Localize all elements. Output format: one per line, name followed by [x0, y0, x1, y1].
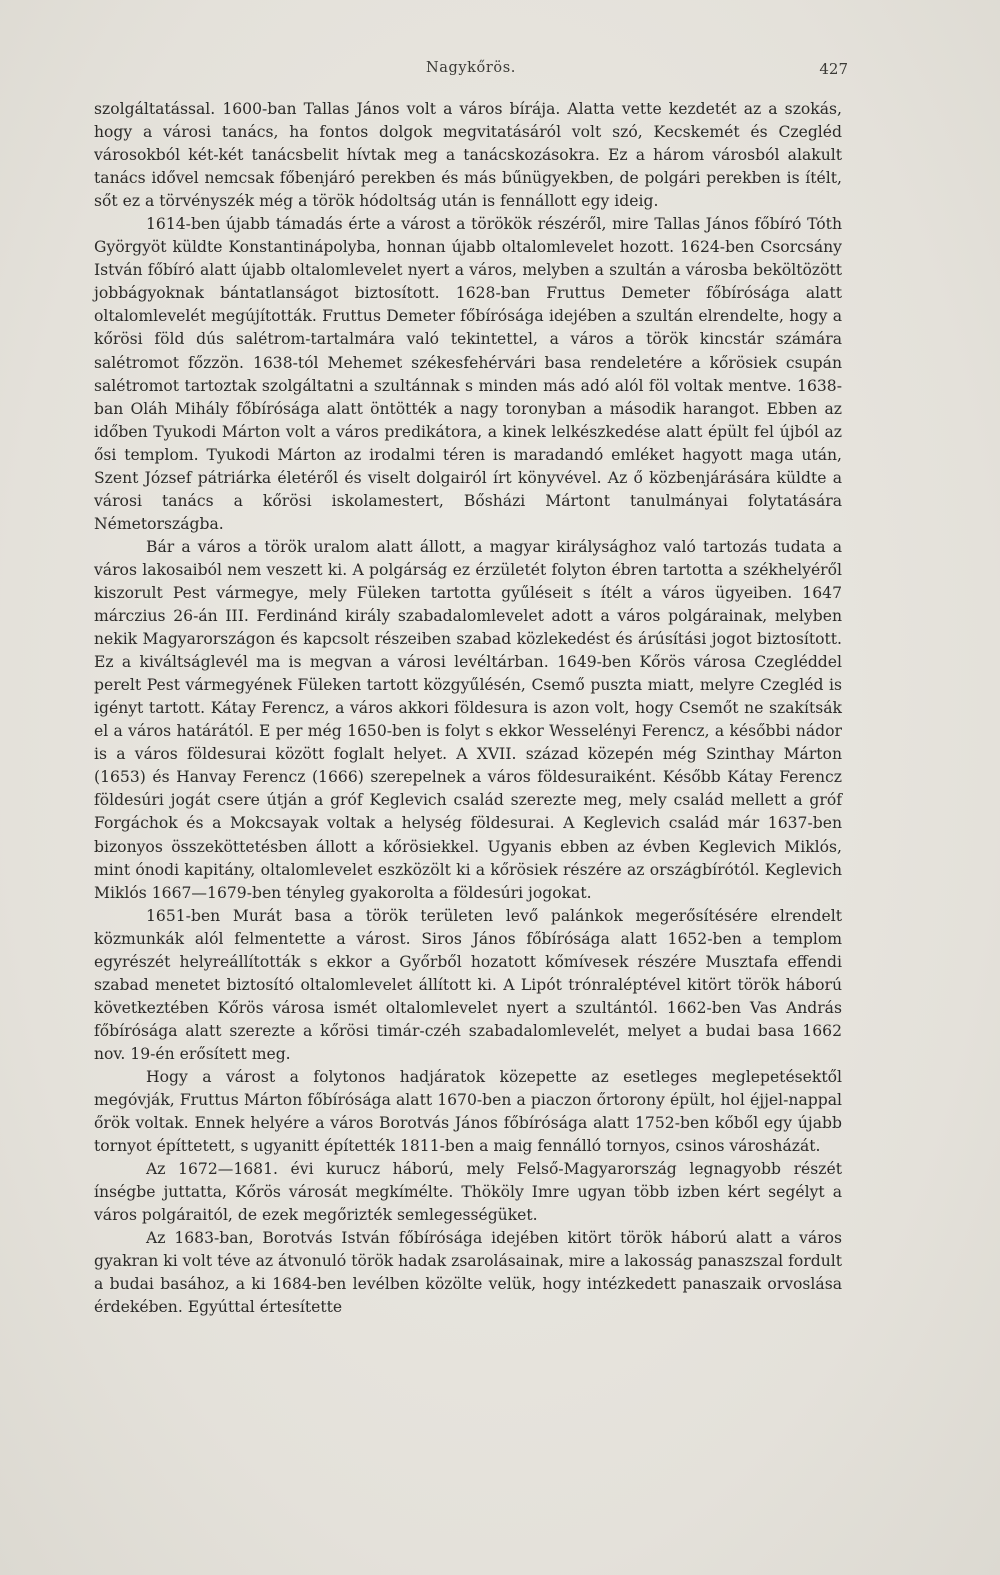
paragraph: Hogy a várost a folytonos hadjáratok közepette az esetleges meglepetésektől megóvják, Fruttus Márton főbírósága alatt 1670-ben a piaczon őrtorony épült, hol éjjel-nappal őrök voltak. Ennek helyére a város Borotvás János főbírósága alatt 1752-ben kőből egy újabb tornyot építtetett, s ugyanitt építették 1811-ben a maig fennálló tornyos, csinos városházát.	[94, 1067, 842, 1156]
paragraph: 1651-ben Murát basa a török területen levő palánkok megerősítésére elrendelt közmunkák alól felmentette a várost. Siros János főbírósága alatt 1652-ben a templom egyrészét helyreállították s ekkor a Győrből hozatott kőmívesek részére Musztafa effendi szabad menetet biztosító oltalomlevelet állított ki. A Lipót trónraléptével kitört török háború következtében Kőrös városa ismét oltalomlevelet nyert a szultántól. 1662-ben Vas András főbírósága alatt szerezte a kőrösi timár-czéh szabadalomlevelét, melyet a budai basa 1662 nov. 19-én erősített meg.	[94, 906, 842, 1063]
page-header	[94, 60, 848, 82]
paragraph: 1614-ben újabb támadás érte a várost a törökök részéről, mire Tallas János főbíró Tóth Györgyöt küldte Konstantinápolyba, honnan újabb oltalomlevelet hozott. 1624-ben Csorcsány István főbíró alatt újabb oltalomlevelet nyert a város, melyben a szultán a városba beköltözött jobbágyoknak bántatlanságot biztosított. 1628-ban Fruttus Demeter főbírósága alatt oltalomlevelét megújították. Fruttus Demeter főbírósága idejében a szultán elrendelte, hogy a kőrösi föld dús salétrom-tartalmára való tekintettel, a város a török kincstár számára salétromot főzzön. 1638-tól Mehemet székesfehérvári basa rendeletére a kőrösiek csupán salétromot tartoztak szolgáltatni a szultánnak s minden más adó alól föl voltak mentve. 1638-ban Oláh Mihály főbírósága alatt öntötték a nagy toronyban a második harangot. Ebben az időben Tyukodi Márton volt a város predikátora, a kinek lelkészkedése alatt épült fel újból az ősi templom. Tyukodi Márton az irodalmi téren is maradandó emléket hagyott maga után, Szent József pátriárka életéről és viselt dolgairól írt könyvével. Az ő közbenjárására küldte a városi tanács a kőrösi iskolamestert, Bősházi Mártont tanulmányai folytatására Németországba.	[94, 215, 842, 533]
paragraph: Az 1672—1681. évi kurucz háború, mely Felső-Magyarország legnagyobb részét ínségbe juttatta, Kőrös városát megkímélte. Thököly Imre ugyan több izben kért segélyt a város polgáraitól, de ezek megőrizték semlegességüket.	[94, 1160, 842, 1225]
body-text	[94, 98, 842, 1319]
paragraph: szolgáltatással. 1600-ban Tallas János volt a város bírája. Alatta vette kezdetét az a szokás, hogy a városi tanács, ha fontos dolgok megvitatásáról volt szó, Kecskemét és Czegléd városokból két-két tanácsbelit hívtak meg a tanácskozásokra. Ez a három városból alakult tanács idővel nemcsak főbenjáró perekben és más bűnügyekben, de polgári perekben is ítélt, sőt ez a törvényszék még a török hódoltság után is fennállott egy ideig.	[94, 100, 842, 211]
running-title: Nagykőrös.	[425, 60, 517, 76]
paragraph: Az 1683-ban, Borotvás István főbírósága idejében kitört török háború alatt a város gyakran ki volt téve az átvonuló török hadak zsarolásainak, mire a lakosság panaszszal fordult a budai basához, a ki 1684-ben levélben közölte velük, hogy intézkedett panaszaik orvoslása érdekében. Egyúttal értesítette	[94, 1229, 843, 1317]
page-number: 427	[819, 60, 848, 78]
paragraph: Bár a város a török uralom alatt állott, a magyar királysághoz való tartozás tudata a város lakosaiból nem veszett ki. A polgárság ez érzületét folyton ébren tartotta a székhelyéről kiszorult Pest vármegye, mely Füleken tartotta gyűléseit s ítélt a város ügyeiben. 1647 márczius 26-án III. Ferdinánd király szabadalomlevelet adott a város polgárainak, melyben nekik Magyarországon és kapcsolt részeiben szabad közlekedést és árúsítási jogot biztosított. Ez a kiváltságlevél ma is megvan a városi levéltárban. 1649-ben Kőrös városa Czegléddel perelt Pest vármegyének Füleken tartott közgyűlésén, Csemő puszta miatt, melyre Czegléd is igényt tartott. Kátay Ferencz, a város akkori földesura is azon volt, hogy Csemőt ne szakítsák el a város határától. E per még 1650-ben is folyt s ekkor Wesselényi Ferencz, a későbbi nádor is a város földesurai között foglalt helyet. A XVII. század közepén még Szinthay Márton (1653) és Hanvay Ferencz (1666) szerepelnek a város földesuraiként. Később Kátay Ferencz földesúri jogát csere útján a gróf Keglevich család szerezte meg, mely család mellett a gróf Forgáchok és a Mokcsayak voltak a helység földesurai. A Keglevich család már 1637-ben bizonyos összeköttetésben állott a kőrösiekkel. Ugyanis ebben az évben Keglevich Miklós, mint ónodi kapitány, oltalomlevelet eszközölt ki a kőrösiek részére az országbírótól. Keglevich Miklós 1667—1679-ben tényleg gyakorolta a földesúri jogokat.	[94, 537, 842, 902]
